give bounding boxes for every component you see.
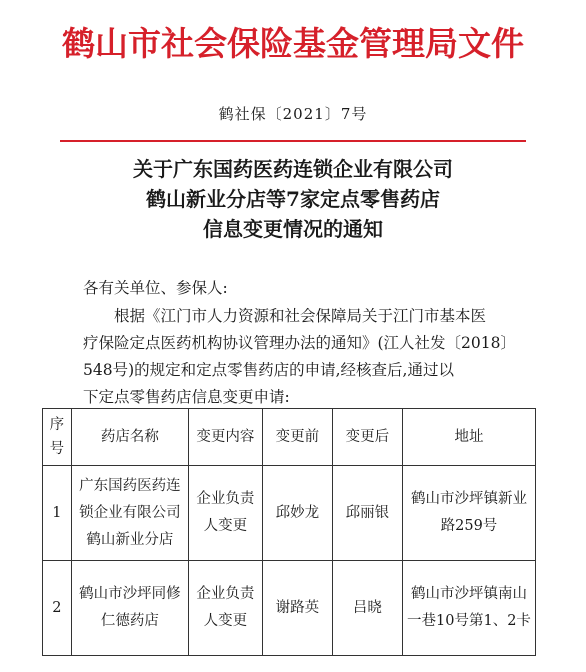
notice-title-line: 鹤山新业分店等7家定点零售药店: [146, 187, 440, 211]
pharmacy-change-table: [42, 408, 536, 656]
cell-no: 1: [43, 466, 72, 561]
body-line: 下定点零售药店信息变更申请:: [83, 388, 290, 406]
document-number: 鹤社保〔2021〕7号: [218, 105, 368, 123]
header-content: 变更内容: [188, 409, 262, 466]
header-name: 药店名称: [71, 409, 188, 466]
document-header-title: 鹤山市社会保险基金管理局文件: [62, 24, 524, 63]
notice-title-line: 关于广东国药医药连锁企业有限公司: [133, 157, 453, 181]
body-line: 疗保险定点医药机构协议管理办法的通知》(江人社发〔2018〕: [83, 334, 516, 352]
cell-after: 邱丽银: [332, 466, 402, 561]
cell-after: 吕晓: [332, 561, 402, 656]
cell-name: 广东国药医药连锁企业有限公司鹤山新业分店: [71, 466, 188, 561]
body-paragraph: [83, 303, 523, 411]
cell-content: 企业负责人变更: [188, 466, 262, 561]
notice-title: [0, 154, 586, 244]
table-header-row: [43, 409, 536, 466]
cell-no: 2: [43, 561, 72, 656]
header-after: 变更后: [332, 409, 402, 466]
cell-content: 企业负责人变更: [188, 561, 262, 656]
header-address: 地址: [402, 409, 535, 466]
cell-address: 鹤山市沙坪镇南山一巷10号第1、2卡: [402, 561, 535, 656]
cell-before: 邱妙龙: [262, 466, 332, 561]
table-row: [43, 466, 536, 561]
header-before: 变更前: [262, 409, 332, 466]
table-row: [43, 561, 536, 656]
cell-name: 鹤山市沙坪同修仁德药店: [71, 561, 188, 656]
body-line: 根据《江门市人力资源和社会保障局关于江门市基本医: [114, 307, 487, 325]
notice-title-line: 信息变更情况的通知: [203, 217, 383, 241]
cell-address: 鹤山市沙坪镇新业路259号: [402, 466, 535, 561]
cell-before: 谢路英: [262, 561, 332, 656]
header-no: 序号: [43, 409, 72, 466]
body-line: 548号)的规定和定点零售药店的申请,经核查后,通过以: [83, 361, 454, 379]
red-divider: [60, 140, 526, 142]
salutation: 各有关单位、参保人:: [83, 279, 228, 297]
